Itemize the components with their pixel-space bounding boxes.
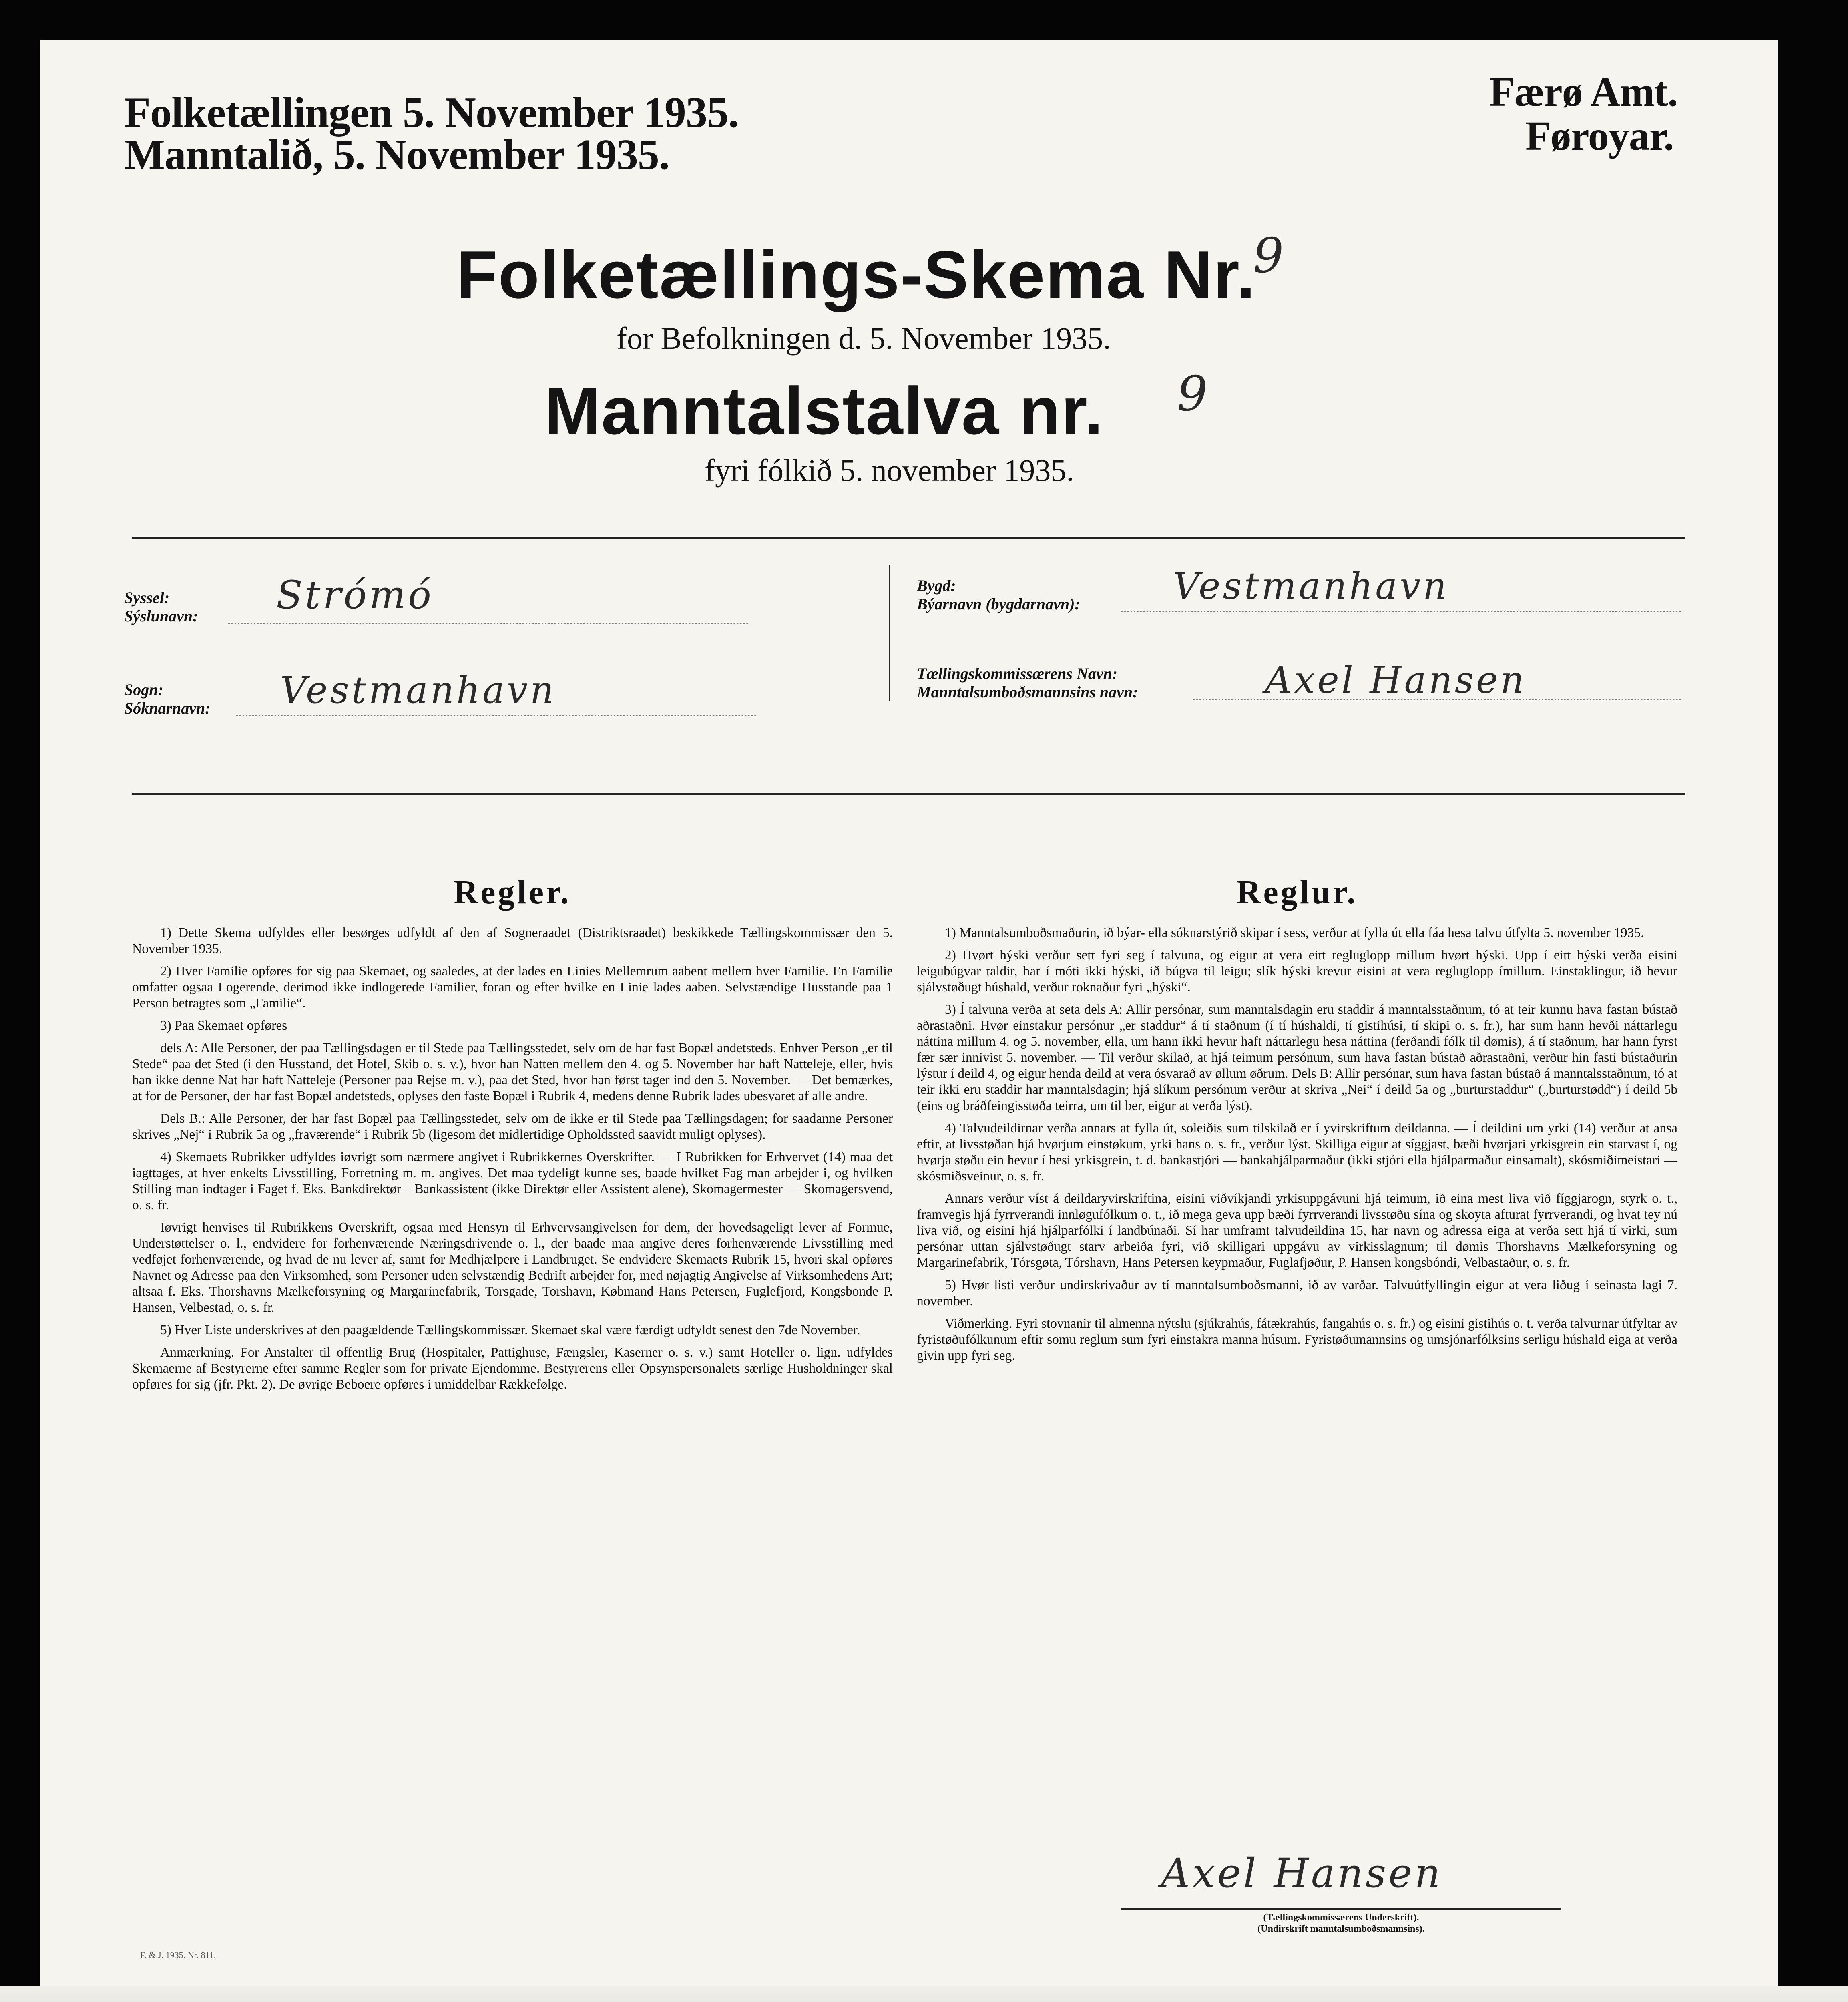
rule-paragraph: Annars verður víst á deildaryvirskriftina, eisini viðvíkjandi yrkisuppgávuni hjá teimum, ið eina mest liva við fíggjarogn, styrk o. t., framvegis hjá fyrrverandi innløgufólkum o. t., ið mega geva upp bæði fyrrverandi livsstøðu sína og skoyta afturat fyrrverandi, og hvat tey nú liva við, og eisini hjá hjálparfólki í landbúnaði. Sí har umframt talvudeildina 15, har navn og adressa eiga at verða sett hjá tí virki, sum persónar uttan sjálvstøðugt starv arbeiða fyri, við skilligari uppgávu av virkisslagnum; til dømis Thorshavns Mælkeforsyning og Margarinefabrik, Tórsgøta, Tórshavn, Hans Petersen keypmaður, Fuglafjøður, P. Hansen kongsbóndi, Velbastaður, o. s. fr. [917, 1191, 1677, 1270]
rules-danish [132, 925, 893, 1399]
rule-paragraph: dels A: Alle Personer, der paa Tællingsdagen er til Stede paa Tællingsstedet, selv om de har fast Bopæl andetsteds. Enhver Person „er til Stede“ paa det Sted (i den Husstand, det Hotel, Skib o. s. v.), hvor han Natten mellem den 4. og 5. November har haft Natteleje, eller, hvis han ikke denne Nat har haft Natteleje (Personer paa Rejse m. v.), paa det Sted, hvor han først tager ind den 5. November. — Det bemærkes, at for de Personer, der har fast Bopæl andetsteds, oplyses den faste Bopæl i Rubrik 4, medens denne Rubrik lades ubesvaret af alle andre. [132, 1041, 893, 1104]
rule-paragraph: Anmærkning. For Anstalter til offentlig Brug (Hospitaler, Pattighuse, Fængsler, Kaserner o. s. v.) samt Hoteller o. lign. udfyldes Skemaerne af Bestyrerne efter samme Regler som for private Ejendomme. Bestyrerens eller Opsynspersonalets særlige Husholdninger skal opføres for sig (jfr. Pkt. 2). De øvrige Beboere opføres i umiddelbar Rækkefølge. [132, 1345, 893, 1392]
rules-title-faroese: Reglur. [1236, 874, 1358, 911]
rule-paragraph: 2) Hvørt hýski verður sett fyri seg í talvuna, og eigur at vera eitt regluglopp millum hvørt hýski. Upp í eitt hýski verða eisini leigubúgvar taldir, har í móti ikki hýski, ið búgva til leigu; slík hýski krevur eisini at vera regluglopp ímillum. Einstaklingur, ið hevur sjálvstøðugt húshald, verður roknaður fyri „hýski“. [917, 948, 1677, 995]
form-title: Folketællings-Skema Nr. [456, 237, 1256, 312]
form-title-faroese: Manntalstalva nr. [544, 373, 1104, 448]
rule-paragraph: 4) Talvudeildirnar verða annars at fylla út, soleiðis sum tilskilað er í yvirskriftum deildanna. — Í deildini um yrki (14) verður at ansa eftir, at livsstøðan hjá hvørjum einstøkum, yrki hans o. s. fr., verður lýst. Skilliga eigur at síggjast, bæði hvørjari yrkisgrein ein starvast í, og hvørja støðu ein hevur í hesi yrkisgrein, t. d. bankastjóri — bankahjálparmaður (ikki stjóri ella hjálparmaður einsamalt), skósmiðimeistari — skósmiðsveinur, o. s. fr. [917, 1121, 1677, 1184]
rule-paragraph: Iøvrigt henvises til Rubrikkens Overskrift, ogsaa med Hensyn til Erhvervsangivelsen for dem, der hovedsageligt lever af Formue, Understøttelser o. l., endvidere for forhenværende Næringsdrivende o. l., der baade maa angive deres forhenværende Livsstilling med vedføjet forhenværende, og hvad de nu lever af, samt for Medhjælpere i Landbruget. Se endvidere Skemaets Rubrik 15, hvori skal opføres Navnet og Adresse paa den Virksomhed, som Personer uden selvstændig Bedrift arbejder for, med nøjagtig Angivelse af Virksomhedens Art; altsaa f. Eks. Thorshavns Mælkeforsyning og Margarinefabrik, Torsgade, Torshavn, Købmand Hans Petersen, Fuglefjord, Kongsbonde P. Hansen, Velbestad, o. s. fr. [132, 1220, 893, 1315]
form-number-faroese: 9 [1177, 366, 1208, 422]
sogn-line [236, 715, 757, 716]
rule-paragraph: 5) Hver Liste underskrives af den paagældende Tællingskommissær. Skemaet skal være færdigt udfyldt senest den 7de November. [160, 1323, 860, 1337]
kommissaer-value: Axel Hansen [1265, 659, 1527, 702]
field-divider [889, 565, 890, 701]
signature: Axel Hansen [1161, 1850, 1443, 1897]
form-subtitle-faroese: fyri fólkið 5. november 1935. [705, 453, 1074, 488]
syssel-label: Syssel: Sýslunavn: [124, 589, 198, 625]
signature-caption: (Tællingskommissærens Underskrift). (Undirskrift manntalsumboðsmannsins). [1257, 1912, 1425, 1934]
rules-faroese [917, 925, 1677, 1370]
bottom-rule [132, 793, 1685, 795]
kommissaer-label: Tællingskommissærens Navn: Manntalsumboðsmannsins navn: [917, 665, 1138, 701]
rule-paragraph: 4) Skemaets Rubrikker udfyldes iøvrigt som nærmere angivet i Rubrikkernes Overskrifter. — I Rubrikken for Erhvervet (14) maa det iagttages, at hver enkelts Livsstilling, Forretning m. m. angives. Det maa tydeligt kunne ses, baade hvilket Fag man arbejder i, og hvilken Stilling man indtager i Faget f. Eks. Bankdirektør—Bankassistent (ikke Direktør eller Assistent alene), Skomagermester — Skomagersvend, o. s. fr. [132, 1150, 893, 1212]
signature-line [1121, 1908, 1561, 1910]
region-faroese: Føroyar. [1525, 113, 1674, 159]
sogn-label: Sogn: Sóknarnavn: [124, 681, 211, 717]
rule-paragraph: 3) Paa Skemaet opføres [160, 1018, 287, 1033]
census-form-page [40, 40, 1778, 2002]
scan-shadow [0, 1986, 1848, 2002]
rule-paragraph: Viðmerking. Fyri stovnanir til almenna nýtslu (sjúkrahús, fátækrahús, fangahús o. s. fr.) og eisini gistihús o. t. verða talvurnar útfyltar av fyristøðufólkunum eftir somu reglum sum fyri einstakra manna húsum. Fyristøðumannsins og umsjónarfólksins serligu húshald eiga at verða givin upp fyri seg. [917, 1316, 1677, 1363]
syssel-line [228, 623, 749, 624]
rules-title-danish: Regler. [454, 874, 571, 911]
rule-paragraph: 3) Í talvuna verða at seta dels A: Allir persónar, sum manntalsdagin eru staddir á manntalsstaðnum, tó at teir kunnu hava fastan bústað aðrastaðni. Hvør einstakur persónur „er staddur“ á tí staðnum (í tí húshaldi, tí gistihúsi, tí skipi o. s. fr.), har sum hann hevði náttarlegu náttina millum 4. og 5. november, ella, um hann ikki hevur haft náttarlegu hesa náttina (ferðandi fólk til dømis), á tí staðnum, har hann fyrst fær sær innivist 5. november. — Til verður skilað, at hjá teimum persónum, sum hava fastan bústað aðrastaðni, verður hin fasti bústaðurin lýstur í deild 4, og eigur henda deild at vera ósvarað av øllum øðrum. Dels B: Allir persónar, sum hava fastan bústað á manntalsstaðnum, tó at teir ikki eru staddir har manntalsdagin; hjá slíkum persónum verður at skriva „Nei“ í deild 5a og „burturstaddur“ („burturstødd“) í deild 5b (eins og bráðfeingisstøða teirra, um til ber, eigur at verða lýst). [917, 1002, 1677, 1113]
sogn-value: Vestmanhavn [280, 669, 556, 712]
header-line-faroese: Manntalið, 5. November 1935. [124, 131, 669, 179]
top-rule [132, 537, 1685, 539]
rule-paragraph: 1) Dette Skema udfyldes eller besørges udfyldt af den af Sogneraadet (Distriktsraadet) beskikkede Tællingskommissær den 5. November 1935. [132, 925, 893, 956]
syssel-value: Strómó [276, 573, 434, 617]
region-danish: Færø Amt. [1489, 69, 1678, 115]
rule-paragraph: 2) Hver Familie opføres for sig paa Skemaet, og saaledes, at der lades en Linies Mellemrum aabent mellem hver Familie. En Familie omfatter ogsaa Logerende, derimod ikke indlogerede Familier, foran og efter hvilke en Linie lades aaben. Selvstændige Husstande paa 1 Person betragtes som „Familie“. [132, 964, 893, 1011]
rule-paragraph: Dels B.: Alle Personer, der har fast Bopæl paa Tællingsstedet, selv om de ikke er til Stede paa Tællingsdagen; for saadanne Personer skrives „Nej“ i Rubrik 5a og „fraværende“ i Rubrik 5b (ligesom det midlertidige Opholdssted saavidt muligt oplyses). [132, 1111, 893, 1142]
form-number: 9 [1253, 228, 1284, 284]
bygd-label: Bygd: Býarnavn (bygdarnavn): [917, 577, 1080, 613]
form-subtitle: for Befolkningen d. 5. November 1935. [617, 321, 1111, 356]
bygd-value: Vestmanhavn [1173, 565, 1449, 607]
print-code: F. & J. 1935. Nr. 811. [140, 1950, 216, 1960]
bygd-line [1121, 611, 1681, 612]
rule-paragraph: 1) Manntalsumboðsmaðurin, ið býar- ella sóknarstýrið skipar í sess, verður at fylla út ella fáa hesa talvu útfylta 5. november 1935. [945, 925, 1644, 940]
header-line-danish: Folketællingen 5. November 1935. [124, 89, 739, 137]
rule-paragraph: 5) Hvør listi verður undirskrivaður av tí manntalsumboðsmanni, ið av varðar. Talvuútfyllingin eigur at vera liðug í seinasta lagi 7. november. [917, 1278, 1677, 1309]
